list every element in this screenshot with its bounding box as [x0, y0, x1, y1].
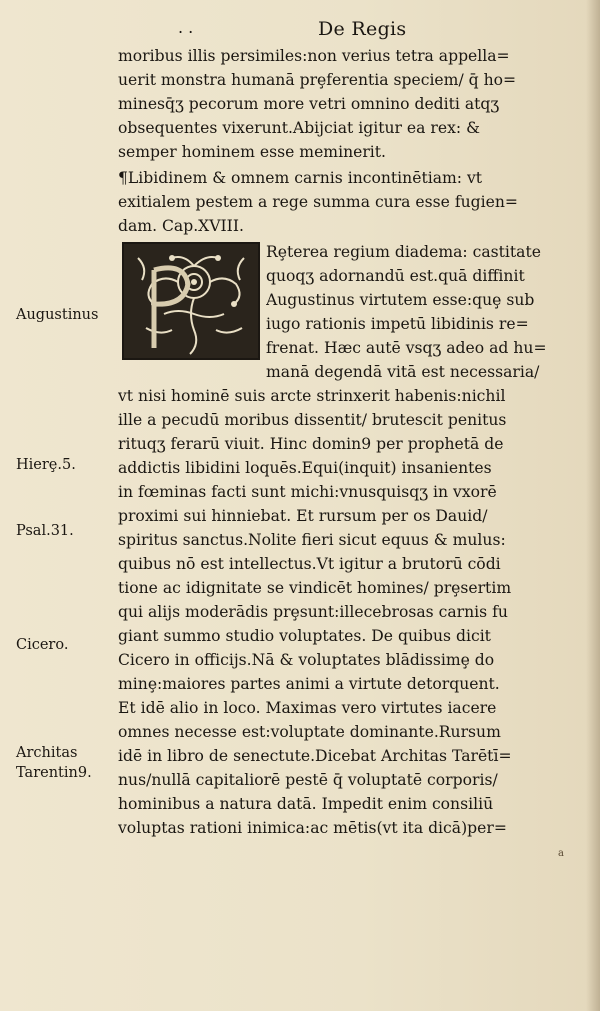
text-line: moribus illis persimiles:non verius tetra appella=: [118, 47, 510, 65]
margin-note-hieremias: Hierȩ.5.: [16, 457, 76, 473]
text-line: proximi sui hinniebat. Et rursum per os Dauid/: [118, 507, 488, 525]
text-line: quibus nō est intellectus.Vt igitur a brutorū cōdi: [118, 555, 501, 573]
margin-note-augustinus: Augustinus: [16, 307, 99, 323]
text-line: qui alijs moderādis prȩsunt:illecebrosas carnis fu: [118, 603, 508, 621]
text-line: Rȩterea regium diadema: castitate: [266, 243, 541, 261]
text-line: idē in libro de senectute.Dicebat Architas Tarētī=: [118, 747, 512, 765]
running-head: De Regis: [318, 18, 407, 40]
text-line: Cicero in officijs.Nā & voluptates blādissimȩ do: [118, 651, 495, 669]
text-line: minesq̄ʒ pecorum more vetri omnino dediti atqʒ: [118, 95, 500, 113]
text-line: quoqʒ adornandū est.quā diffinit: [266, 267, 525, 285]
margin-note-cicero: Cicero.: [16, 637, 69, 653]
margin-note-architas: Architas: [16, 745, 78, 761]
text-line: manā degendā vitā est necessaria/: [266, 363, 540, 381]
floral-initial-icon: [124, 244, 258, 358]
text-line: ille a pecudū moribus dissentit/ brutescit penitus: [118, 411, 507, 429]
margin-note-psalm: Psal.31.: [16, 523, 74, 539]
chapter-heading-line: ¶Libidinem & omnem carnis incontinētiam: vt: [118, 169, 483, 187]
text-line: in fœminas facti sunt michi:vnusquisqʒ in vxorē: [118, 483, 497, 501]
text-line: obsequentes vixerunt.Abijciat igitur ea rex: &: [118, 119, 480, 137]
text-line: iugo rationis impetū libidinis re=: [266, 315, 529, 333]
text-line: uerit monstra humanā prȩferentia speciem/ q̄ ho=: [118, 71, 517, 89]
text-line: semper hominem esse meminerit.: [118, 143, 387, 161]
text-line: voluptas rationi inimica:ac mētis(vt ita dicā)per=: [118, 819, 507, 837]
chapter-heading-line: dam. Cap.XVIII.: [118, 217, 244, 235]
text-line: hominibus a natura datā. Impedit enim consiliū: [118, 795, 494, 813]
chapter-heading-line: exitialem pestem a rege summa cura esse fugien=: [118, 193, 518, 211]
gutter-shadow: [586, 0, 600, 1011]
margin-note-tarentinus: Tarentin9.: [16, 765, 92, 781]
text-line: vt nisi hominē suis arcte strinxerit habenis:nichil: [118, 387, 506, 405]
head-marks: . .: [178, 18, 194, 37]
decorated-initial-p: [122, 242, 260, 360]
text-line: omnes necesse est:voluptate dominante.Rursum: [118, 723, 501, 741]
text-line: Augustinus virtutem esse:quȩ sub: [266, 291, 535, 309]
text-line: giant summo studio voluptates. De quibus dicit: [118, 627, 491, 645]
text-line: spiritus sanctus.Nolite fieri sicut equus & mulus:: [118, 531, 506, 549]
catchword: a: [558, 848, 564, 859]
text-line: nus/nullā capitaliorē pestē q̄ voluptatē corporis/: [118, 771, 498, 789]
text-line: tione ac idignitate se vindicēt homines/ prȩsertim: [118, 579, 512, 597]
text-line: frenat. Hæc autē vsqʒ adeo ad hu=: [266, 339, 547, 357]
text-line: addictis libidini loquēs.Equi(inquit) insanientes: [118, 459, 492, 477]
text-line: Et idē alio in loco. Maximas vero virtutes iacere: [118, 699, 497, 717]
text-line: minȩ:maiores partes animi a virtute detorquent.: [118, 675, 500, 693]
text-line: rituqʒ ferarū viuit. Hinc domin9 per prophetā de: [118, 435, 504, 453]
